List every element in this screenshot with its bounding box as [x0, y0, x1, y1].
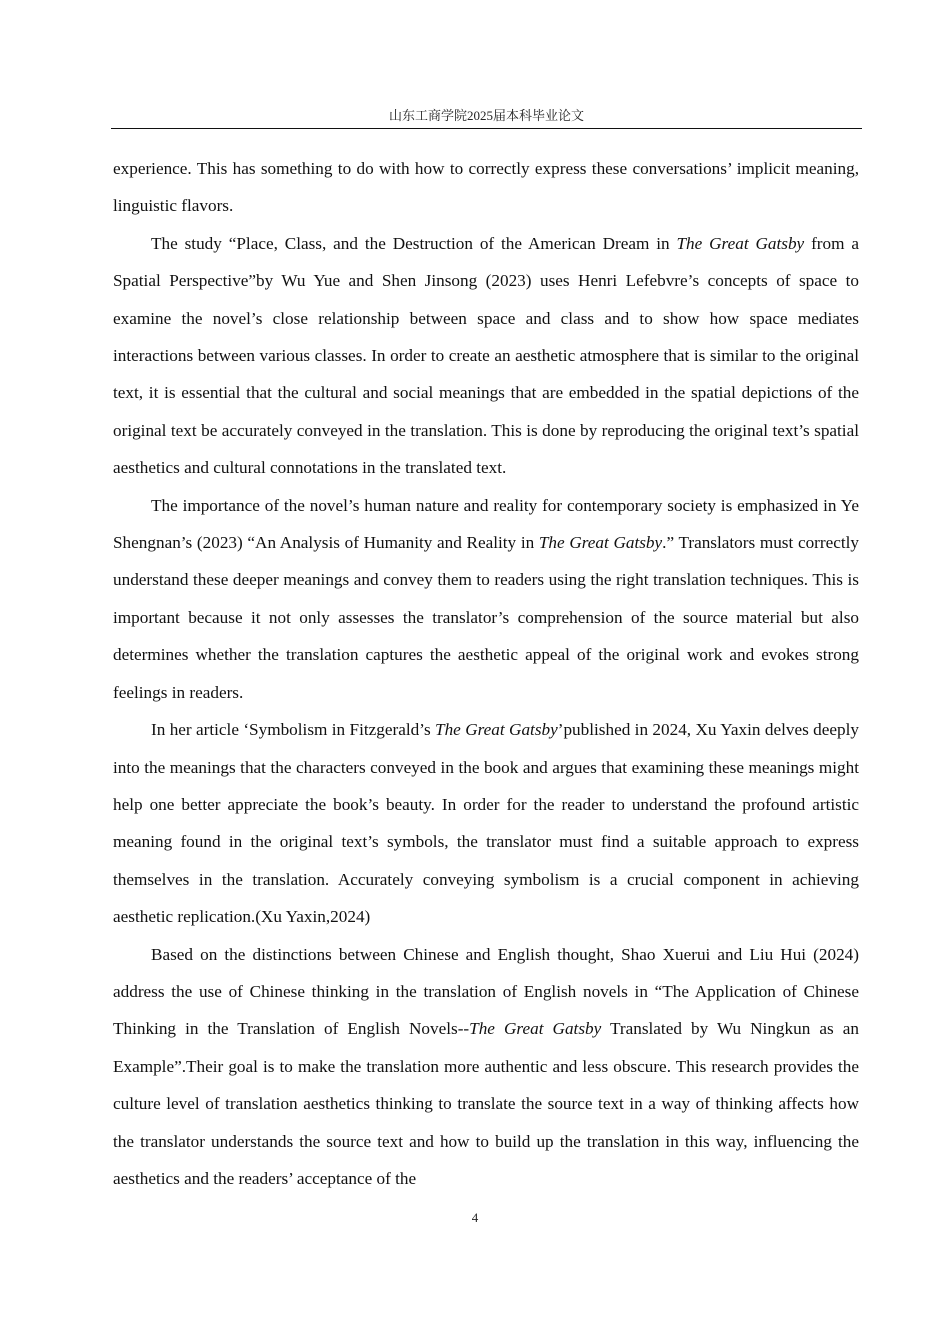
paragraph-3 — [113, 487, 859, 711]
text-span: experience. This has something to do with how to correctly express these conversations’ implicit meaning, linguistic flavors. — [113, 159, 859, 216]
running-header: 山东工商学院2025届本科毕业论文 — [388, 108, 584, 123]
text-span: ’published in 2024, Xu Yaxin delves deeply into the meanings that the characters conveyed in the book and argues that examining these meanings might help one better appreciate the book’s beauty. In order for the reader to understand the profound artistic meaning found in the original text’s symbols, the translator must find a suitable approach to express themselves in the translation. Accurately conveying symbolism is a crucial component in achieving aesthetic replication.(Xu Yaxin,2024) — [113, 720, 859, 927]
text-span: The study “Place, Class, and the Destruction of the American Dream in — [151, 233, 677, 253]
book-title: The Great Gatsby — [538, 533, 663, 553]
header-rule — [111, 128, 862, 129]
text-span: from a Spatial Perspective”by Wu Yue and Shen Jinsong (2023) uses Henri Lefebvre’s concepts of space to examine the novel’s close relationship between space and class and to show how space mediates interactions between various classes. In order to create an aesthetic atmosphere that is similar to the original text, it is essential that the cultural and social meanings that are embedded in the spatial depictions of the original text be accurately conveyed in the translation. This is done by reproducing the original text’s spatial aesthetics and cultural connotations in the translated text. — [113, 233, 859, 478]
book-title: The Great Gatsby — [435, 720, 558, 740]
page-number: 4 — [471, 1210, 479, 1225]
paragraph-2 — [113, 225, 859, 487]
text-span: .” Translators must correctly understand these deeper meanings and convey them to readers using the right translation techniques. This is important because it not only assesses the translator’s comprehension of the source material but also determines whether the translation captures the aesthetic appeal of the original work and evokes strong feelings in readers. — [113, 533, 860, 702]
paragraph-5 — [113, 936, 859, 1198]
paragraph-4 — [113, 711, 859, 935]
text-span: Translated by Wu Ningkun as an Example”.Their goal is to make the translation more authentic and less obscure. This research provides the culture level of translation aesthetics thinking to translate the source text in a way of thinking affects how the translator understands the source text and how to build up the translation in this way, influencing the aesthetics and the readers’ acceptance of the — [113, 1019, 859, 1188]
body-text — [113, 150, 859, 1197]
text-span: The importance of the novel’s human nature and reality for contemporary society is emphasized in Ye Shengnan’s (2023) “An Analysis of Humanity and Reality in — [113, 495, 859, 553]
book-title: The Great Gatsby — [469, 1019, 602, 1039]
paragraph-1 — [113, 150, 859, 225]
text-span: Based on the distinctions between Chinese and English thought, Shao Xuerui and Liu Hui (2024) address the use of Chinese thinking in the translation of English novels in “The Application of Chinese Thinking in the Translation of English Novels-- — [113, 944, 859, 1039]
text-span: In her article ‘Symbolism in Fitzgerald’s — [151, 720, 436, 740]
book-title: The Great Gatsby — [676, 233, 805, 253]
